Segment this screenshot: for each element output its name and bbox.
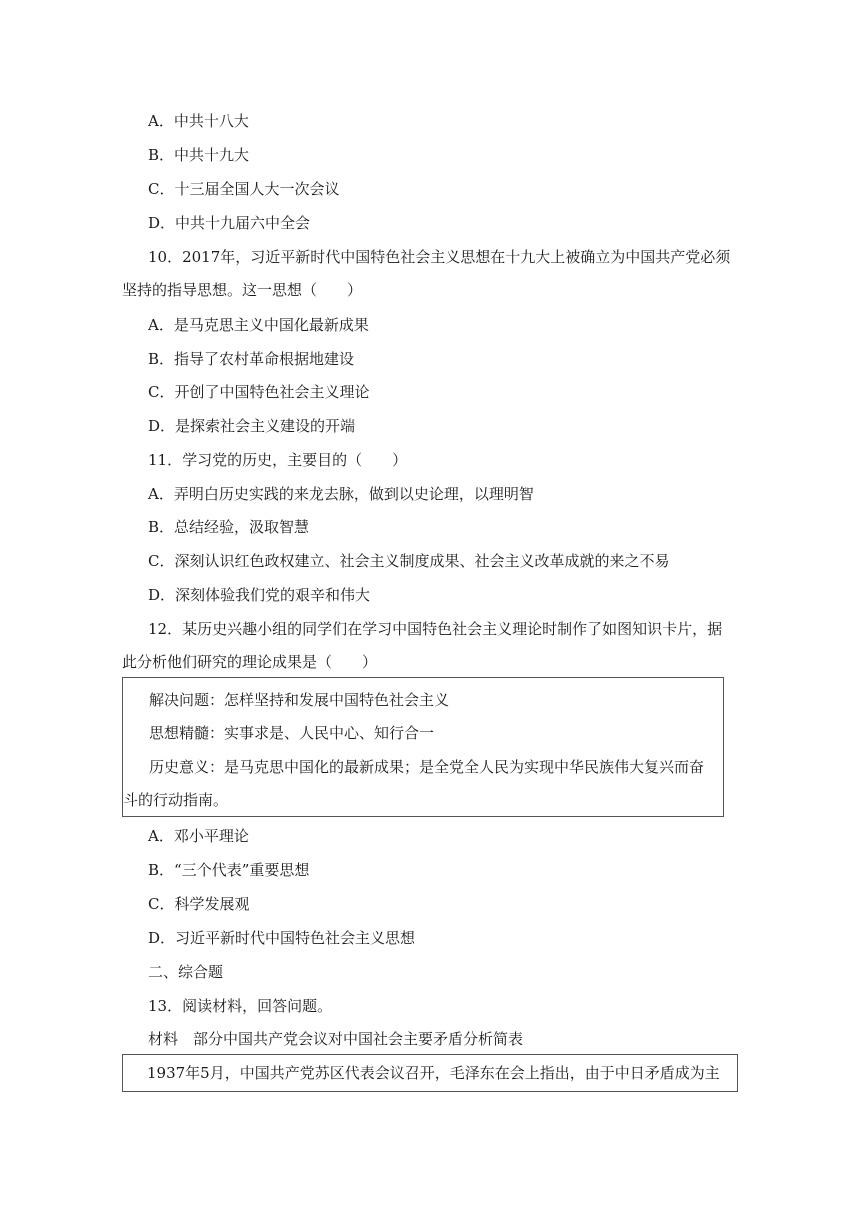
material-table [122,1054,738,1092]
section-title: 二、综合题 [148,963,224,981]
q12-option-b: B．“三个代表”重要思想 [148,861,310,879]
q11-stem: 11．学习党的历史，主要目的（ ） [148,451,408,469]
q11-option-c: C．深刻认识红色政权建立、社会主义制度成果、社会主义改革成就的来之不易 [148,552,670,570]
q9-option-c: C．十三届全国人大一次会议 [148,180,340,198]
q10-stem-line1: 10．2017年，习近平新时代中国特色社会主义思想在十九大上被确立为中国共产党必须 [148,248,731,266]
card-line-4: 斗的行动指南。 [123,791,229,809]
q10-option-d: D．是探索社会主义建设的开端 [148,417,356,435]
q12-option-c: C．科学发展观 [148,895,250,913]
card-line-1: 解决问题：怎样坚持和发展中国特色社会主义 [149,691,450,709]
q9-option-d: D．中共十九届六中全会 [148,214,311,232]
q9-option-b: B．中共十九大 [148,146,250,164]
q10-option-b: B．指导了农村革命根据地建设 [148,350,355,368]
q11-option-b: B．总结经验，汲取智慧 [148,518,310,536]
knowledge-card [122,677,724,817]
q12-stem-line1: 12．某历史兴趣小组的同学们在学习中国特色社会主义理论时制作了如图知识卡片，据 [148,620,723,638]
card-line-3: 历史意义：是马克思中国化的最新成果；是全党全人民为实现中华民族伟大复兴而奋 [149,758,705,776]
q11-option-d: D．深刻体验我们党的艰辛和伟大 [148,586,371,604]
q12-stem-line2: 此分析他们研究的理论成果是（ ） [122,653,378,671]
q10-stem-line2: 坚持的指导思想。这一思想（ ） [122,281,363,299]
q9-option-a: A．中共十八大 [148,112,249,130]
q13-material-title: 材料 部分中国共产党会议对中国社会主要矛盾分析简表 [148,1030,524,1048]
q12-option-d: D．习近平新时代中国特色社会主义思想 [148,929,416,947]
q13-stem: 13．阅读材料，回答问题。 [148,997,333,1015]
q12-option-a: A．邓小平理论 [148,827,249,845]
q11-option-a: A．弄明白历史实践的来龙去脉，做到以史论理，以理明智 [148,485,534,503]
card-line-2: 思想精髓：实事求是、人民中心、知行合一 [149,724,435,742]
q10-option-a: A．是马克思主义中国化最新成果 [148,316,369,334]
q10-option-c: C．开创了中国特色社会主义理论 [148,383,370,401]
material-table-row-1: 1937年5月，中国共产党苏区代表会议召开，毛泽东在会上指出，由于中日矛盾成为主 [147,1064,720,1082]
